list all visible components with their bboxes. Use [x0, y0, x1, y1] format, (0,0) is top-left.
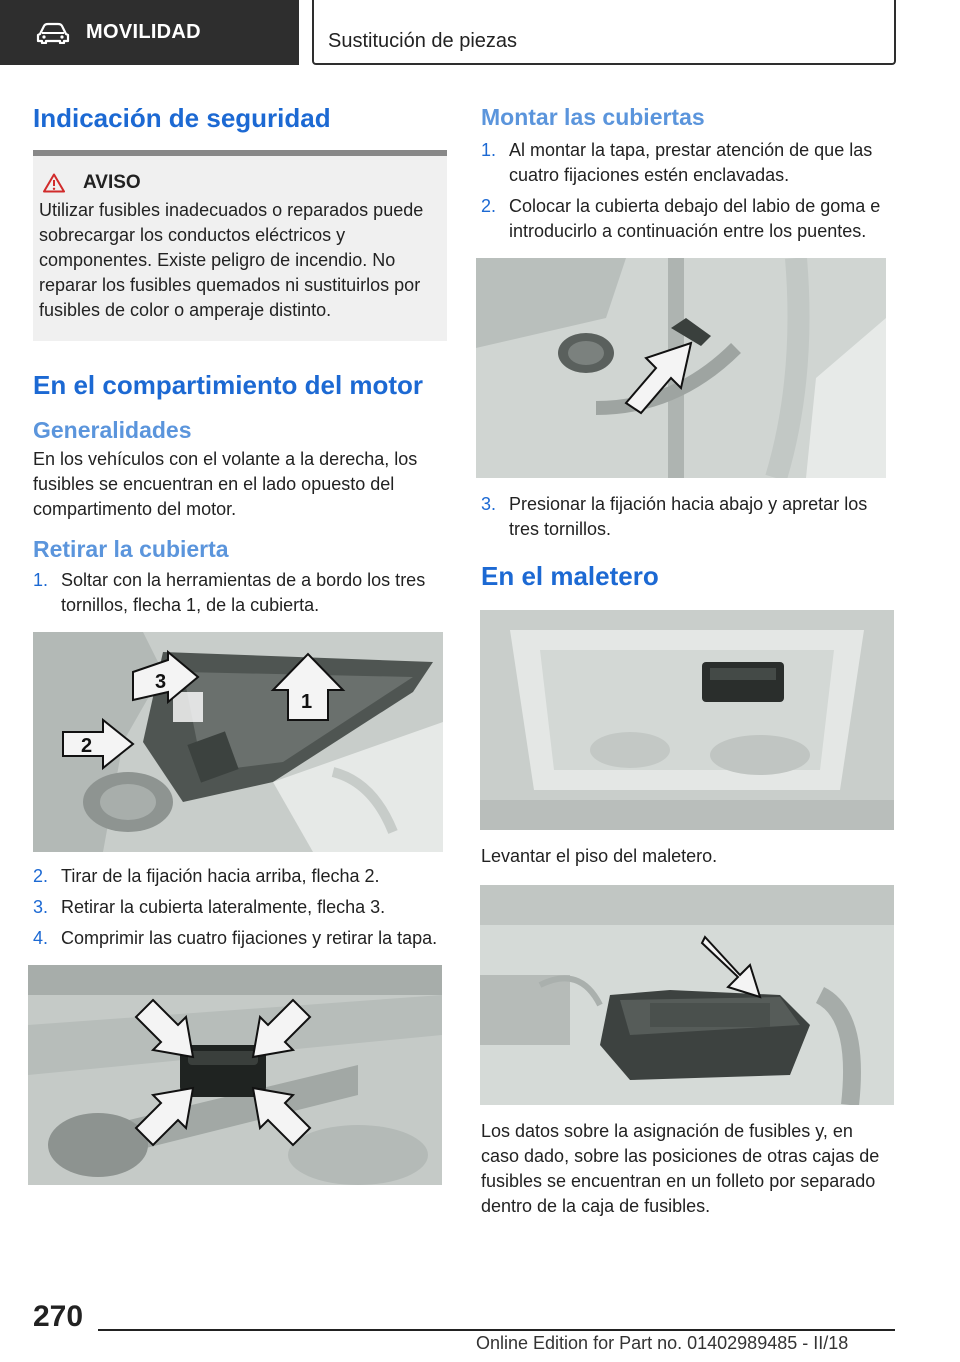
warning-box	[33, 150, 447, 341]
fuse-box-photo	[480, 885, 894, 1105]
edition-text: Online Edition for Part no. 01402989485 - II/18	[476, 1333, 849, 1353]
remove-steps-a	[33, 568, 447, 618]
arrow-label-2: 2	[81, 735, 93, 757]
remove-heading: Retirar la cubierta	[33, 536, 229, 562]
remove-steps-b	[33, 864, 447, 951]
warning-label: AVISO	[83, 172, 141, 193]
mount-steps-a	[481, 138, 895, 244]
arrow-label-3: 3	[155, 671, 167, 693]
list-item: 1. Al montar la tapa, prestar atención de que las cuatro fijaciones estén enclavadas.	[481, 140, 873, 185]
general-text: En los vehículos con el volante a la derecha, los fusibles se encuentran en el lado opuesto del compartimento del motor.	[33, 449, 418, 519]
fuse-cover-photo	[28, 965, 442, 1185]
list-item: 1. Soltar con la herramientas de a bordo los tres tornillos, flecha 1, de la cubierta.	[33, 570, 426, 615]
engine-heading: En el compartimiento del motor	[33, 370, 424, 400]
chapter-tab	[312, 0, 896, 65]
mount-photo	[476, 258, 886, 478]
trunk-heading: En el maletero	[481, 561, 659, 591]
list-item: 2. Colocar la cubierta debajo del labio de goma e introducirlo a continuación entre los puentes.	[481, 196, 881, 241]
arrow-label-1: 1	[301, 691, 313, 713]
page-number: 270	[33, 1300, 84, 1333]
warning-text: Utilizar fusibles inadecuados o reparados puede sobrecargar los conductos eléctricos y componentes. Existe peligro de incendio. No reparar los fusibles quemados ni sustituirlos por fusibles de color o amperaje distinto.	[39, 200, 424, 320]
left-column	[33, 100, 447, 1185]
list-item: 4. Comprimir las cuatro fijaciones y retirar la tapa.	[33, 928, 438, 948]
safety-heading: Indicación de seguridad	[33, 103, 331, 133]
list-item: 3. Retirar la cubierta lateralmente, flecha 3.	[33, 897, 386, 917]
list-item: 2. Tirar de la fijación hacia arriba, flecha 2.	[33, 866, 380, 886]
warning-icon	[43, 173, 65, 193]
footer-divider	[98, 1329, 895, 1331]
section-tab	[0, 0, 299, 65]
section-title: MOVILIDAD	[86, 21, 201, 43]
general-heading: Generalidades	[33, 417, 192, 443]
list-item: 3. Presionar la fijación hacia abajo y apretar los tres tornillos.	[481, 494, 868, 539]
trunk-text-2: Los datos sobre la asignación de fusibles y, en caso dado, sobre las posiciones de otras cajas de fusibles se encuentran en un folleto por separado dentro de la caja de fusibles.	[481, 1121, 880, 1216]
mount-steps-b	[481, 492, 895, 542]
chapter-title: Sustitución de piezas	[328, 30, 518, 52]
right-column	[481, 100, 895, 1219]
mount-heading: Montar las cubiertas	[481, 104, 705, 130]
car-icon	[36, 22, 70, 44]
trunk-text-1: Levantar el piso del maletero.	[481, 846, 718, 866]
engine-cover-photo	[33, 632, 443, 852]
trunk-photo	[480, 610, 894, 830]
